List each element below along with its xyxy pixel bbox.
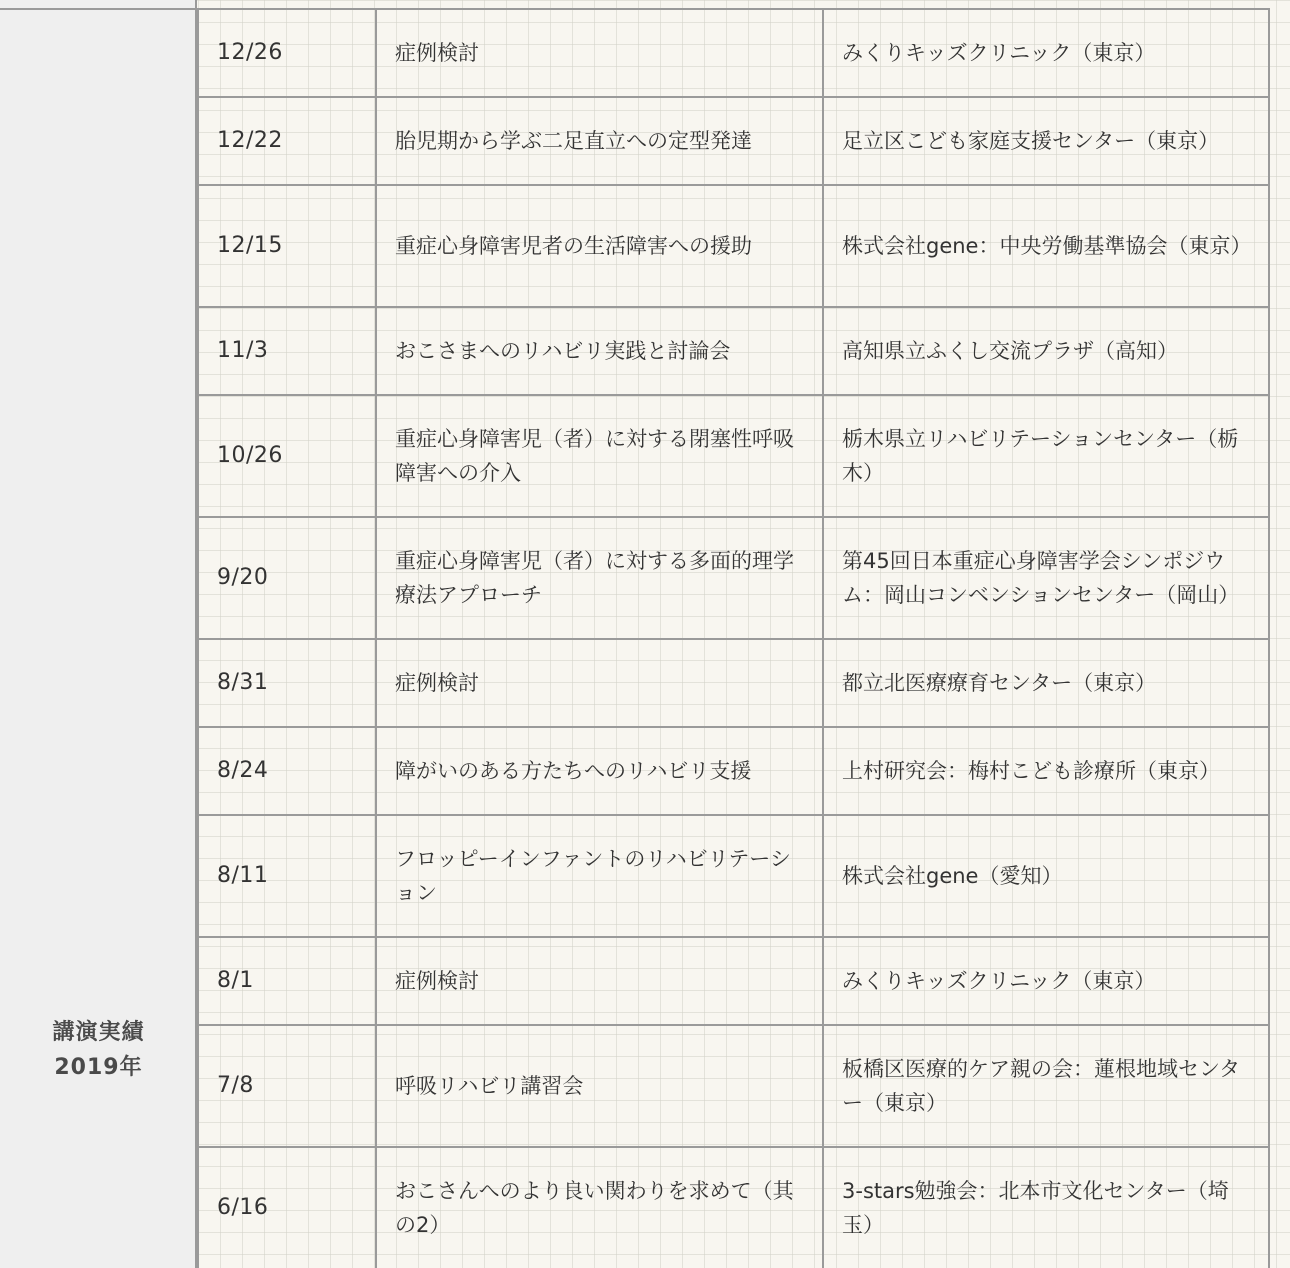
section-label-title: 講演実績: [52, 1020, 145, 1045]
table-row: [198, 9, 1269, 97]
table-row: [198, 185, 1269, 307]
lecture-title: 呼吸リハビリ講習会: [376, 1025, 823, 1147]
lecture-date: 8/11: [198, 815, 376, 937]
lecture-title: 重症心身障害児（者）に対する多面的理学療法アプローチ: [376, 517, 823, 639]
lecture-title: 重症心身障害児者の生活障害への援助: [376, 185, 823, 307]
lecture-date: 8/31: [198, 639, 376, 727]
lecture-title: 胎児期から学ぶ二足直立への定型発達: [376, 97, 823, 185]
lecture-title: おこさまへのリハビリ実践と討論会: [376, 307, 823, 395]
lecture-venue: みくりキッズクリニック（東京）: [823, 937, 1269, 1025]
table-row: [198, 1025, 1269, 1147]
lecture-table: [197, 8, 1270, 1268]
lecture-venue: 高知県立ふくし交流プラザ（高知）: [823, 307, 1269, 395]
lecture-title: 症例検討: [376, 9, 823, 97]
lecture-date: 8/24: [198, 727, 376, 815]
lecture-venue: 板橋区医療的ケア親の会：蓮根地域センター（東京）: [823, 1025, 1269, 1147]
lecture-venue: みくりキッズクリニック（東京）: [823, 9, 1269, 97]
table-row: [198, 727, 1269, 815]
lecture-date: 6/16: [198, 1147, 376, 1268]
lecture-title: 障がいのある方たちへのリハビリ支援: [376, 727, 823, 815]
table-row: [198, 1147, 1269, 1268]
table-row: [198, 639, 1269, 727]
lecture-venue: 第45回日本重症心身障害学会シンポジウム：岡山コンベンションセンター（岡山）: [823, 517, 1269, 639]
lecture-venue: 株式会社gene：中央労働基準協会（東京）: [823, 185, 1269, 307]
lecture-date: 12/26: [198, 9, 376, 97]
lecture-venue: 3-stars勉強会：北本市文化センター（埼玉）: [823, 1147, 1269, 1268]
lecture-title: 重症心身障害児（者）に対する閉塞性呼吸障害への介入: [376, 395, 823, 517]
table-row: [198, 395, 1269, 517]
header-divider: [0, 8, 197, 10]
section-label-year: 2019年: [54, 1055, 143, 1080]
table-row: [198, 307, 1269, 395]
lecture-venue: 都立北医療療育センター（東京）: [823, 639, 1269, 727]
lecture-venue: 上村研究会：梅村こども診療所（東京）: [823, 727, 1269, 815]
lecture-venue: 足立区こども家庭支援センター（東京）: [823, 97, 1269, 185]
lecture-date: 11/3: [198, 307, 376, 395]
lecture-date: 8/1: [198, 937, 376, 1025]
lecture-date: 9/20: [198, 517, 376, 639]
lecture-venue: 株式会社gene（愛知）: [823, 815, 1269, 937]
lecture-title: 症例検討: [376, 937, 823, 1025]
lecture-date: 12/15: [198, 185, 376, 307]
section-label: [0, 1015, 197, 1085]
lecture-date: 7/8: [198, 1025, 376, 1147]
table-row: [198, 517, 1269, 639]
lecture-title: おこさんへのより良い関わりを求めて（其の2）: [376, 1147, 823, 1268]
lecture-venue: 栃木県立リハビリテーションセンター（栃木）: [823, 395, 1269, 517]
table-row: [198, 815, 1269, 937]
lecture-date: 12/22: [198, 97, 376, 185]
lecture-title: フロッピーインファントのリハビリテーション: [376, 815, 823, 937]
table-row: [198, 937, 1269, 1025]
section-header-column: [0, 0, 197, 1268]
lecture-title: 症例検討: [376, 639, 823, 727]
lecture-date: 10/26: [198, 395, 376, 517]
table-row: [198, 97, 1269, 185]
